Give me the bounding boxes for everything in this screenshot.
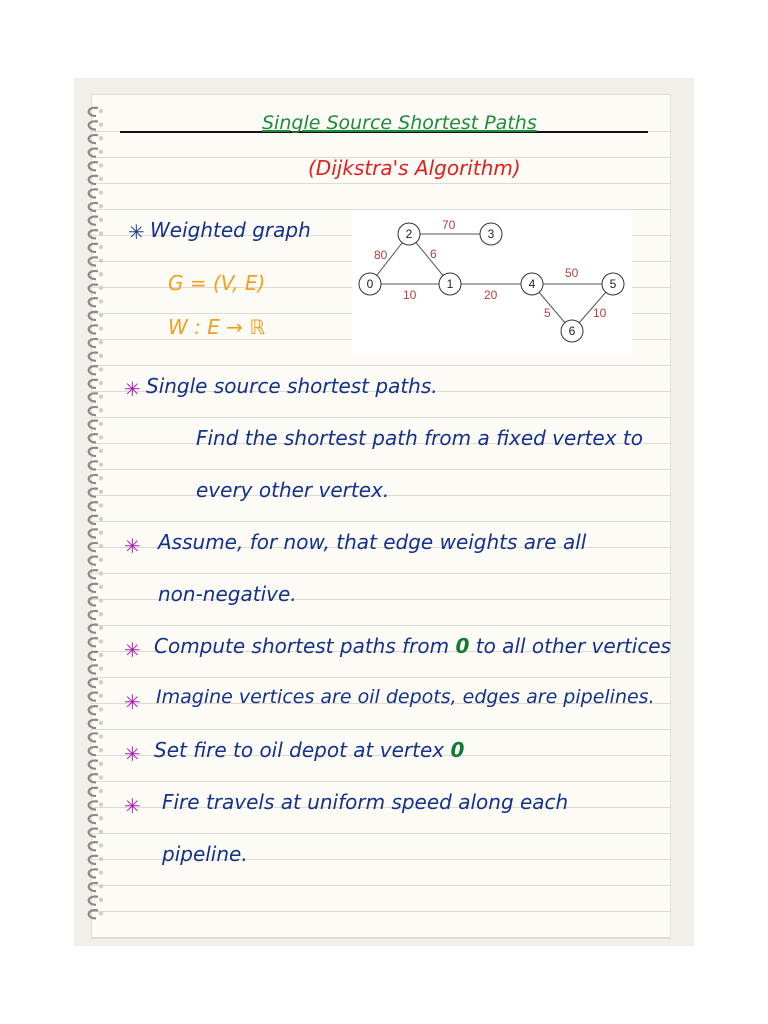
- edge-weight-0-1: 10: [403, 288, 417, 302]
- sssp-description-line1: Find the shortest path from a fixed vertex to: [196, 426, 643, 450]
- fire-vertex-zero: 0: [450, 738, 465, 762]
- node-label-1: 1: [446, 277, 454, 291]
- node-label-5: 5: [609, 277, 617, 291]
- ruled-line: [92, 885, 670, 886]
- ruled-line: [92, 911, 670, 912]
- fire-line: [154, 738, 464, 762]
- edge-weight-0-2: 80: [374, 248, 388, 262]
- node-label-6: 6: [568, 324, 576, 338]
- fire-text: Set fire to oil depot at vertex: [154, 738, 445, 762]
- ruled-line: [92, 781, 670, 782]
- bullet-star-icon: ✳: [124, 377, 141, 401]
- bullet-star-icon: ✳: [124, 534, 141, 558]
- node-label-3: 3: [487, 227, 495, 241]
- travel-line1: Fire travels at uniform speed along each: [162, 790, 569, 814]
- ruled-line: [92, 521, 670, 522]
- imagine-line: Imagine vertices are oil depots, edges are pipelines.: [156, 686, 655, 708]
- ruled-line: [92, 469, 670, 470]
- spiral-binding: [82, 100, 114, 930]
- edge-weight-4-6: 5: [544, 306, 551, 320]
- ruled-line: [92, 183, 670, 184]
- page-title: Single Source Shortest Paths: [262, 112, 537, 134]
- bullet-star-icon: ✳: [128, 220, 145, 244]
- ruled-line: [92, 573, 670, 574]
- edge-weight-5-6: 10: [593, 306, 607, 320]
- sssp-heading: Single source shortest paths.: [146, 374, 438, 398]
- edge-weight-2-1: 6: [430, 247, 437, 261]
- page-subtitle: (Dijkstra's Algorithm): [308, 156, 521, 180]
- bullet-star-icon: ✳: [124, 742, 141, 766]
- ruled-line: [92, 833, 670, 834]
- node-label-2: 2: [405, 227, 413, 241]
- edge-weight-2-3: 70: [442, 218, 456, 232]
- ruled-line: [92, 365, 670, 366]
- compute-text-end: to all other vertices: [475, 634, 672, 658]
- graph-diagram: [352, 210, 632, 355]
- spiral-rings-icon: [82, 100, 114, 930]
- graph-definition: G = (V, E): [168, 271, 266, 295]
- weight-function: W : E → ℝ: [168, 315, 266, 339]
- weighted-graph-heading: Weighted graph: [150, 218, 311, 242]
- node-label-0: 0: [366, 277, 374, 291]
- ruled-line: [92, 625, 670, 626]
- source-vertex-zero: 0: [455, 634, 470, 658]
- bullet-star-icon: ✳: [124, 794, 141, 818]
- graph-svg: [352, 210, 632, 355]
- ruled-line: [92, 729, 670, 730]
- compute-text-start: Compute shortest paths from: [154, 634, 450, 658]
- sssp-description-line2: every other vertex.: [196, 478, 390, 502]
- travel-line2: pipeline.: [162, 842, 248, 866]
- bullet-star-icon: ✳: [124, 690, 141, 714]
- assume-line1: Assume, for now, that edge weights are all: [158, 530, 587, 554]
- ruled-line: [92, 417, 670, 418]
- bullet-star-icon: ✳: [124, 638, 141, 662]
- edge-weight-1-4: 20: [484, 288, 498, 302]
- edge-weight-4-5: 50: [565, 266, 579, 280]
- ruled-line: [92, 937, 670, 938]
- ruled-line: [92, 677, 670, 678]
- assume-line2: non-negative.: [158, 582, 297, 606]
- compute-line: [154, 634, 671, 658]
- node-label-4: 4: [528, 277, 536, 291]
